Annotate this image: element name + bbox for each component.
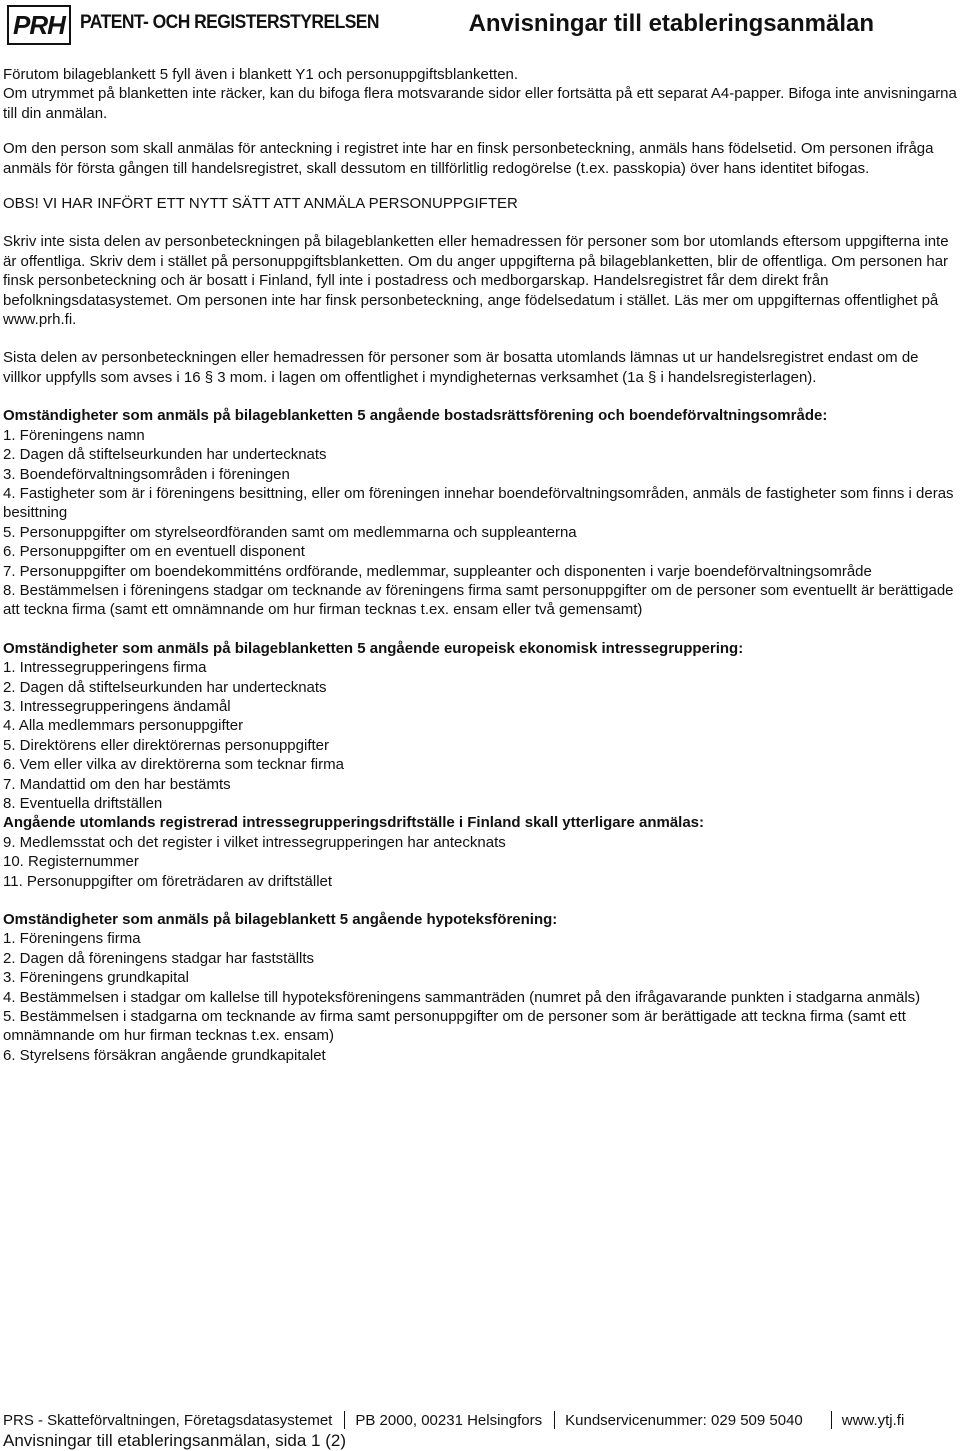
section-heading: Omständigheter som anmäls på bilageblanketten 5 angående europeisk ekonomisk intressegruppering: — [3, 639, 744, 657]
intro-line-2: Om utrymmet på blanketten inte räcker, kan du bifoga flera motsvarande sidor eller fortsätta på ett separat A4-papper. Bifoga inte anvisningarna till din anmälan. — [3, 85, 957, 122]
item-list — [3, 658, 957, 813]
footer-divider — [344, 1411, 345, 1429]
obs-notice: OBS! VI HAR INFÖRT ETT NYTT SÄTT ATT ANMÄLA PERSONUPPGIFTER — [3, 195, 518, 213]
list-item: 7. Mandattid om den har bestämts — [3, 775, 231, 793]
list-item: 7. Personuppgifter om boendekommitténs ordförande, medlemmar, suppleanter och disponenten i varje boendeförvaltningsområde — [3, 562, 872, 580]
disclosure-paragraph: Sista delen av personbeteckningen eller hemadressen för personer som är bosatta utomlands lämnas ut ur handelsregistret endast om de villkor uppfylls som avses i 16 § 3 mom. i lagen om offentlighet i myndigheternas verksamhet (1a § i handelsregisterlagen). — [3, 349, 919, 386]
list-item: 1. Intressegrupperingens firma — [3, 659, 207, 677]
list-item: 1. Föreningens namn — [3, 426, 145, 444]
list-item: 2. Dagen då stiftelseurkunden har undertecknats — [3, 678, 327, 696]
prh-logo — [7, 5, 71, 45]
list-item: 11. Personuppgifter om företrädaren av driftstället — [3, 872, 333, 890]
footer-address: PB 2000, 00231 Helsingfors — [355, 1412, 543, 1429]
list-item: 2. Dagen då stiftelseurkunden har undertecknats — [3, 446, 327, 464]
item-list — [3, 929, 957, 1065]
list-item: 5. Personuppgifter om styrelseordföranden samt om medlemmarna och suppleanterna — [3, 523, 577, 541]
footer-contact-row — [3, 1411, 957, 1430]
list-item: 8. Eventuella driftställen — [3, 795, 163, 812]
page-header — [0, 0, 960, 50]
personal-data-paragraph: Skriv inte sista delen av personbeteckningen på bilageblanketten eller hemadressen för personer som bor utomlands eftersom uppgifterna inte är offentliga. Skriv dem i stället på personuppgiftsblanketten. Om du anger uppgifterna på bilageblanketten, blir de offentliga. Om personen har finsk personbeteckning och är bosatt i Finland, fyll inte i postadress och medborgarskap. Handelsregistret får dem direkt från befolkningsdatasystemet. Om personen inte har finsk personbeteckning, ange födelsedatum i stället. Läs mer om uppgifternas offentlighet på www.prh.fi. — [3, 233, 949, 329]
section-heading: Omständigheter som anmäls på bilageblanketten 5 angående bostadsrättsförening och boendeförvaltningsområde: — [3, 407, 828, 425]
list-item: 2. Dagen då föreningens stadgar har fastställts — [3, 949, 315, 967]
footer-website-link[interactable]: www.ytj.fi — [841, 1412, 905, 1429]
footer-divider — [831, 1411, 832, 1429]
list-item: 5. Bestämmelsen i stadgarna om tecknande av firma samt personuppgifter om de personer som är berättigade att teckna firma (samt ett omnämnande om hur firman tecknas t.ex. ensam) — [3, 1008, 906, 1045]
foreign-person-paragraph: Om den person som skall anmälas för anteckning i registret inte har en finsk personbeteckning, anmäls hans födelsetid. Om personen ifråga anmäls för första gången till handelsregistret, skall dessutom en tillförlitlig redogörelse (t.ex. passkopia) över hans identitet bifogas. — [3, 140, 934, 177]
logo-text: PRH — [13, 10, 65, 40]
list-item: 10. Registernummer — [3, 853, 139, 871]
section-eeig — [3, 639, 957, 891]
section-housing-company — [3, 406, 957, 619]
section-subheading: Angående utomlands registrerad intressegrupperingsdriftställe i Finland skall ytterligare anmälas: — [3, 814, 705, 832]
item-list — [3, 426, 957, 620]
footer-phone: Kundservicenummer: 029 509 5040 — [565, 1412, 803, 1429]
document-body — [3, 65, 957, 1065]
list-item: 8. Bestämmelsen i föreningens stadgar om tecknande av föreningens firma samt personuppgifter om de personer som eventuellt är berättigade att teckna firma (samt ett omnämnande om hur firman tecknas t.ex. ensam eller två gemensamt) — [3, 581, 954, 619]
intro-line-1: Förutom bilageblankett 5 fyll även i blankett Y1 och personuppgiftsblanketten. — [3, 66, 519, 83]
list-item: 6. Styrelsens försäkran angående grundkapitalet — [3, 1046, 326, 1064]
page-number-label: Anvisningar till etableringsanmälan, sida 1 (2) — [3, 1431, 347, 1450]
footer-organization: PRS - Skatteförvaltningen, Företagsdatasystemet — [3, 1412, 333, 1429]
list-item: 6. Vem eller vilka av direktörerna som tecknar firma — [3, 756, 344, 774]
section-heading: Omständigheter som anmäls på bilageblankett 5 angående hypoteksförening: — [3, 911, 558, 929]
list-item: 4. Alla medlemmars personuppgifter — [3, 717, 244, 735]
organization-name: PATENT- OCH REGISTERSTYRELSEN — [80, 12, 379, 33]
list-item: 9. Medlemsstat och det register i vilket intressegrupperingen har antecknats — [3, 833, 506, 851]
list-item: 6. Personuppgifter om en eventuell disponent — [3, 543, 305, 561]
section-mortgage-society — [3, 910, 957, 1065]
sub-item-list — [3, 833, 957, 891]
list-item: 5. Direktörens eller direktörernas personuppgifter — [3, 736, 329, 754]
list-item: 1. Föreningens firma — [3, 930, 141, 948]
document-title: Anvisningar till etableringsanmälan — [468, 10, 874, 37]
footer-divider — [554, 1411, 555, 1429]
page-footer — [3, 1411, 957, 1450]
list-item: 3. Intressegrupperingens ändamål — [3, 697, 231, 715]
list-item: 3. Föreningens grundkapital — [3, 969, 189, 987]
list-item: 3. Boendeförvaltningsområden i föreningen — [3, 465, 290, 483]
list-item: 4. Bestämmelsen i stadgar om kallelse till hypoteksföreningens sammanträden (numret på den ifrågavarande punkten i stadgarna anmäls) — [3, 988, 921, 1006]
list-item: 4. Fastigheter som är i föreningens besittning, eller om föreningen innehar boendeförvaltningsområden, anmäls de fastigheter som finns i deras besittning — [3, 484, 954, 522]
